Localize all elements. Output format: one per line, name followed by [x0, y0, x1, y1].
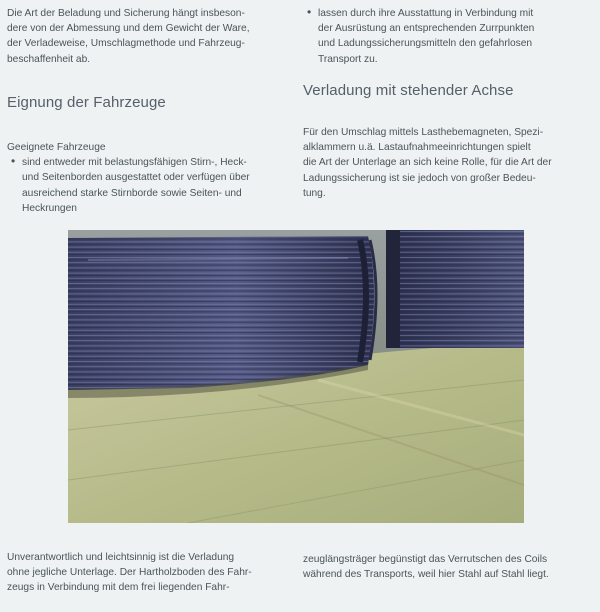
intro-line: beschaffenheit ab.: [7, 53, 91, 65]
body-line: zeuglängsträger begünstigt das Verrutschen des Coils: [303, 554, 548, 565]
bullet-marker: •: [307, 5, 312, 19]
intro-line: Die Art der Beladung und Sicherung hängt insbeson-: [7, 8, 245, 19]
body-line: tung.: [303, 187, 326, 199]
bullet-marker: •: [11, 154, 16, 169]
subheading-vehicles: Geeignete Fahrzeuge: [7, 142, 106, 153]
vehicles-section: [7, 140, 287, 216]
body-line: die Art der Unterlage an sich keine Rolle, für die Art der: [303, 157, 552, 169]
body-line: Für den Umschlag mittels Lasthebemagneten, Spezi-: [303, 127, 544, 138]
body-line: ohne jegliche Unterlage. Der Hartholzboden des Fahr-: [7, 567, 252, 579]
transport-bullet: [303, 6, 585, 67]
steel-coil-photo: [68, 230, 524, 523]
bullet-line: sind entweder mit belastungsfähigen Stirn-, Heck-: [22, 157, 247, 169]
body-line: alklammern u.ä. Lastaufnahmeeinrichtungen spielt: [303, 142, 531, 154]
heading-eignung: Eignung der Fahrzeuge: [7, 94, 166, 111]
body-line: Unverantwortlich und leichtsinnig ist die Verladung: [7, 552, 235, 563]
coil-illustration: [68, 230, 524, 523]
bullet-line: ausreichend starke Stirnborde sowie Seiten- und: [22, 187, 242, 199]
bullet-line: lassen durch ihre Ausstattung in Verbindung mit: [318, 8, 534, 19]
bullet-line: und Seitenborden ausgestattet oder verfügen über: [22, 172, 250, 184]
warning-paragraph: [7, 550, 287, 596]
bullet-line: Heckrungen: [22, 202, 77, 214]
body-line: während des Transports, weil hier Stahl auf Stahl liegt.: [303, 569, 549, 581]
intro-paragraph: [7, 6, 287, 67]
bullet-line: und Ladungssicherungsmitteln den gefahrlosen: [318, 38, 533, 50]
axis-loading-paragraph: [303, 125, 585, 201]
intro-line: dere von der Abmessung und dem Gewicht der Ware,: [7, 23, 250, 35]
body-line: zeugs in Verbindung mit dem frei liegenden Fahr-: [7, 582, 230, 594]
intro-line: der Verladeweise, Umschlagmethode und Fahrzeug-: [7, 38, 245, 50]
bullet-line: Transport zu.: [318, 53, 378, 65]
bullet-line: der Ausrüstung an entsprechenden Zurrpunkten: [318, 23, 535, 35]
body-line: Ladungssicherung ist sie jedoch von großer Bedeu-: [303, 172, 536, 184]
heading-verladung: Verladung mit stehender Achse: [303, 82, 514, 99]
warning-continuation: [303, 552, 585, 582]
